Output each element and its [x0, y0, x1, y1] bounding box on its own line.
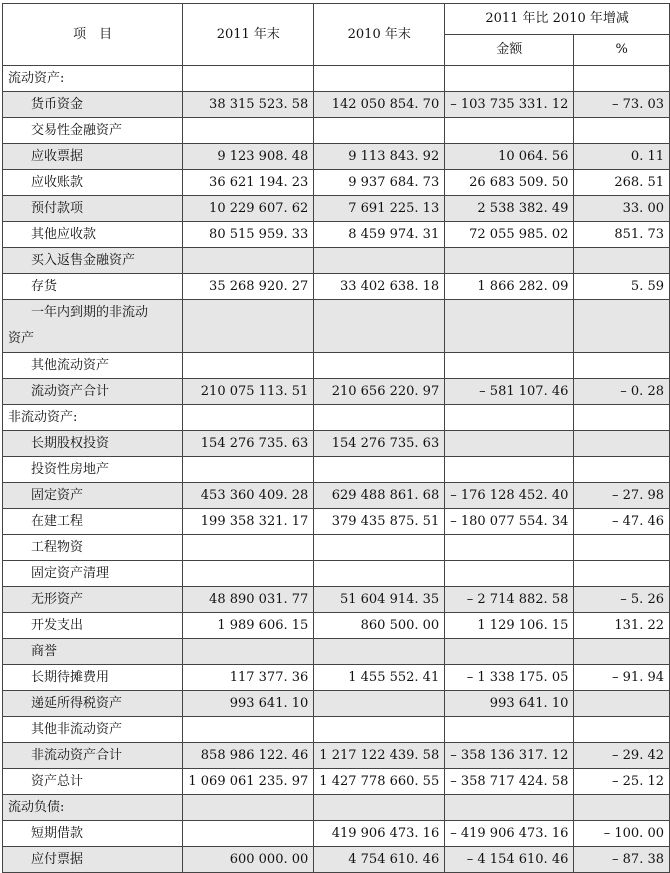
table-row: [3, 561, 670, 587]
table-row: [3, 691, 670, 717]
value-2010: [314, 353, 445, 379]
value-2011: [183, 248, 314, 274]
balance-sheet-table: [2, 3, 670, 873]
change-amount: [445, 561, 574, 587]
value-2011: 117 377. 36: [183, 665, 314, 691]
row-label: 其他流动资产: [3, 353, 183, 379]
header-year-2011: 2011 年末: [183, 4, 314, 66]
value-2010: 860 500. 00: [314, 613, 445, 639]
change-amount: – 358 136 317. 12: [445, 743, 574, 769]
table-row: [3, 379, 670, 405]
change-amount: – 419 906 473. 16: [445, 821, 574, 847]
change-amount: [445, 118, 574, 144]
change-amount: [445, 457, 574, 483]
change-percent: [574, 639, 670, 665]
change-amount: [445, 66, 574, 92]
change-percent: [574, 66, 670, 92]
table-row: [3, 144, 670, 170]
table-row: [3, 248, 670, 274]
change-amount: [445, 639, 574, 665]
table-row: [3, 170, 670, 196]
value-2010: [314, 118, 445, 144]
value-2010: 33 402 638. 18: [314, 274, 445, 300]
change-percent: 5. 59: [574, 274, 670, 300]
value-2011: [183, 795, 314, 821]
row-label: 商誉: [3, 639, 183, 665]
table-row: [3, 457, 670, 483]
value-2011: 154 276 735. 63: [183, 431, 314, 457]
change-percent: [574, 535, 670, 561]
row-label-line2: 资产: [8, 331, 35, 346]
row-label: 买入返售金融资产: [3, 248, 183, 274]
value-2011: [183, 639, 314, 665]
row-label: 固定资产清理: [3, 561, 183, 587]
value-2011: [183, 535, 314, 561]
change-amount: [445, 300, 574, 353]
value-2011: [183, 561, 314, 587]
table-row: [3, 196, 670, 222]
change-percent: [574, 457, 670, 483]
change-amount: 1 129 106. 15: [445, 613, 574, 639]
change-amount: [445, 717, 574, 743]
row-label: 其他非流动资产: [3, 717, 183, 743]
header-year-2010: 2010 年末: [314, 4, 445, 66]
value-2011: 9 123 908. 48: [183, 144, 314, 170]
change-amount: [445, 795, 574, 821]
row-label: 短期借款: [3, 821, 183, 847]
value-2010: [314, 795, 445, 821]
value-2011: 36 621 194. 23: [183, 170, 314, 196]
row-label: 资产总计: [3, 769, 183, 795]
table-row: [3, 639, 670, 665]
table-row: [3, 431, 670, 457]
row-label: 非流动资产合计: [3, 743, 183, 769]
value-2011: [183, 353, 314, 379]
row-label-line1: 一年内到期的非流动: [31, 305, 149, 320]
value-2010: 154 276 735. 63: [314, 431, 445, 457]
value-2010: [314, 405, 445, 431]
row-label: 无形资产: [3, 587, 183, 613]
change-amount: [445, 535, 574, 561]
table-row: [3, 613, 670, 639]
row-label: 存货: [3, 274, 183, 300]
value-2010: [314, 561, 445, 587]
value-2011: 210 075 113. 51: [183, 379, 314, 405]
value-2010: 210 656 220. 97: [314, 379, 445, 405]
change-percent: [574, 118, 670, 144]
value-2011: 453 360 409. 28: [183, 483, 314, 509]
table-row: [3, 795, 670, 821]
change-amount: [445, 248, 574, 274]
change-amount: – 2 714 882. 58: [445, 587, 574, 613]
value-2010: 9 937 684. 73: [314, 170, 445, 196]
change-percent: – 87. 38: [574, 847, 670, 873]
table-row: [3, 743, 670, 769]
row-label: 其他应收款: [3, 222, 183, 248]
table-row: [3, 587, 670, 613]
change-percent: [574, 561, 670, 587]
value-2011: 38 315 523. 58: [183, 92, 314, 118]
change-percent: 851. 73: [574, 222, 670, 248]
change-amount: – 4 154 610. 46: [445, 847, 574, 873]
value-2010: 51 604 914. 35: [314, 587, 445, 613]
row-label: 货币资金: [3, 92, 183, 118]
row-label: 流动资产:: [3, 66, 183, 92]
change-percent: – 5. 26: [574, 587, 670, 613]
change-percent: – 47. 46: [574, 509, 670, 535]
change-percent: – 73. 03: [574, 92, 670, 118]
row-label: [3, 300, 183, 353]
value-2011: [183, 457, 314, 483]
change-amount: 72 055 985. 02: [445, 222, 574, 248]
value-2010: [314, 691, 445, 717]
row-label: 非流动资产:: [3, 405, 183, 431]
value-2010: 379 435 875. 51: [314, 509, 445, 535]
value-2010: 9 113 843. 92: [314, 144, 445, 170]
value-2010: 1 217 122 439. 58: [314, 743, 445, 769]
change-amount: [445, 405, 574, 431]
value-2011: [183, 118, 314, 144]
change-percent: – 91. 94: [574, 665, 670, 691]
row-label: 应收账款: [3, 170, 183, 196]
table-row: [3, 509, 670, 535]
change-percent: 268. 51: [574, 170, 670, 196]
value-2010: 1 455 552. 41: [314, 665, 445, 691]
value-2011: 858 986 122. 46: [183, 743, 314, 769]
value-2011: [183, 66, 314, 92]
row-label: 预付款项: [3, 196, 183, 222]
change-amount: [445, 431, 574, 457]
value-2010: 8 459 974. 31: [314, 222, 445, 248]
row-label: 长期股权投资: [3, 431, 183, 457]
value-2011: [183, 717, 314, 743]
value-2011: 1 069 061 235. 97: [183, 769, 314, 795]
change-percent: [574, 691, 670, 717]
change-amount: 10 064. 56: [445, 144, 574, 170]
value-2010: [314, 639, 445, 665]
value-2011: 48 890 031. 77: [183, 587, 314, 613]
table-row: [3, 92, 670, 118]
table-row: [3, 222, 670, 248]
value-2011: [183, 821, 314, 847]
row-label: 流动负债:: [3, 795, 183, 821]
table-row: [3, 405, 670, 431]
row-label: 开发支出: [3, 613, 183, 639]
value-2010: 419 906 473. 16: [314, 821, 445, 847]
header-amount: 金额: [445, 35, 574, 66]
change-percent: [574, 248, 670, 274]
table-row: [3, 717, 670, 743]
row-label: 流动资产合计: [3, 379, 183, 405]
table-row: [3, 300, 670, 353]
table-row: [3, 665, 670, 691]
header-percent: %: [574, 35, 670, 66]
table-row: [3, 535, 670, 561]
row-label: 在建工程: [3, 509, 183, 535]
row-label: 固定资产: [3, 483, 183, 509]
value-2011: 10 229 607. 62: [183, 196, 314, 222]
change-amount: 1 866 282. 09: [445, 274, 574, 300]
value-2010: [314, 248, 445, 274]
table-row: [3, 353, 670, 379]
change-amount: – 180 077 554. 34: [445, 509, 574, 535]
value-2011: 600 000. 00: [183, 847, 314, 873]
value-2011: 993 641. 10: [183, 691, 314, 717]
value-2010: 7 691 225. 13: [314, 196, 445, 222]
change-percent: [574, 431, 670, 457]
value-2011: [183, 405, 314, 431]
value-2010: [314, 535, 445, 561]
change-amount: – 358 717 424. 58: [445, 769, 574, 795]
table-row: [3, 821, 670, 847]
change-amount: [445, 353, 574, 379]
change-percent: [574, 353, 670, 379]
change-percent: 0. 11: [574, 144, 670, 170]
value-2011: [183, 300, 314, 353]
change-percent: 33. 00: [574, 196, 670, 222]
row-label: 交易性金融资产: [3, 118, 183, 144]
value-2010: 4 754 610. 46: [314, 847, 445, 873]
change-percent: 131. 22: [574, 613, 670, 639]
value-2011: 35 268 920. 27: [183, 274, 314, 300]
value-2010: 142 050 854. 70: [314, 92, 445, 118]
change-amount: – 581 107. 46: [445, 379, 574, 405]
value-2010: [314, 300, 445, 353]
row-label: 应收票据: [3, 144, 183, 170]
value-2011: 1 989 606. 15: [183, 613, 314, 639]
change-percent: [574, 717, 670, 743]
value-2011: 80 515 959. 33: [183, 222, 314, 248]
table-row: [3, 118, 670, 144]
value-2010: 629 488 861. 68: [314, 483, 445, 509]
change-amount: 2 538 382. 49: [445, 196, 574, 222]
header-change-group: 2011 年比 2010 年增减: [445, 4, 670, 35]
row-label: 长期待摊费用: [3, 665, 183, 691]
change-percent: – 0. 28: [574, 379, 670, 405]
table-row: [3, 769, 670, 795]
change-amount: 993 641. 10: [445, 691, 574, 717]
change-percent: [574, 300, 670, 353]
change-percent: – 25. 12: [574, 769, 670, 795]
change-percent: – 100. 00: [574, 821, 670, 847]
table-row: [3, 847, 670, 873]
header-item: 项 目: [3, 4, 183, 66]
change-percent: [574, 795, 670, 821]
row-label: 递延所得税资产: [3, 691, 183, 717]
table-row: [3, 66, 670, 92]
change-percent: – 27. 98: [574, 483, 670, 509]
value-2010: 1 427 778 660. 55: [314, 769, 445, 795]
change-amount: – 176 128 452. 40: [445, 483, 574, 509]
change-amount: 26 683 509. 50: [445, 170, 574, 196]
row-label: 投资性房地产: [3, 457, 183, 483]
change-percent: [574, 405, 670, 431]
row-label: 应付票据: [3, 847, 183, 873]
change-amount: – 1 338 175. 05: [445, 665, 574, 691]
value-2010: [314, 66, 445, 92]
change-amount: – 103 735 331. 12: [445, 92, 574, 118]
table-row: [3, 274, 670, 300]
table-row: [3, 483, 670, 509]
value-2011: 199 358 321. 17: [183, 509, 314, 535]
value-2010: [314, 457, 445, 483]
value-2010: [314, 717, 445, 743]
row-label: 工程物资: [3, 535, 183, 561]
change-percent: – 29. 42: [574, 743, 670, 769]
